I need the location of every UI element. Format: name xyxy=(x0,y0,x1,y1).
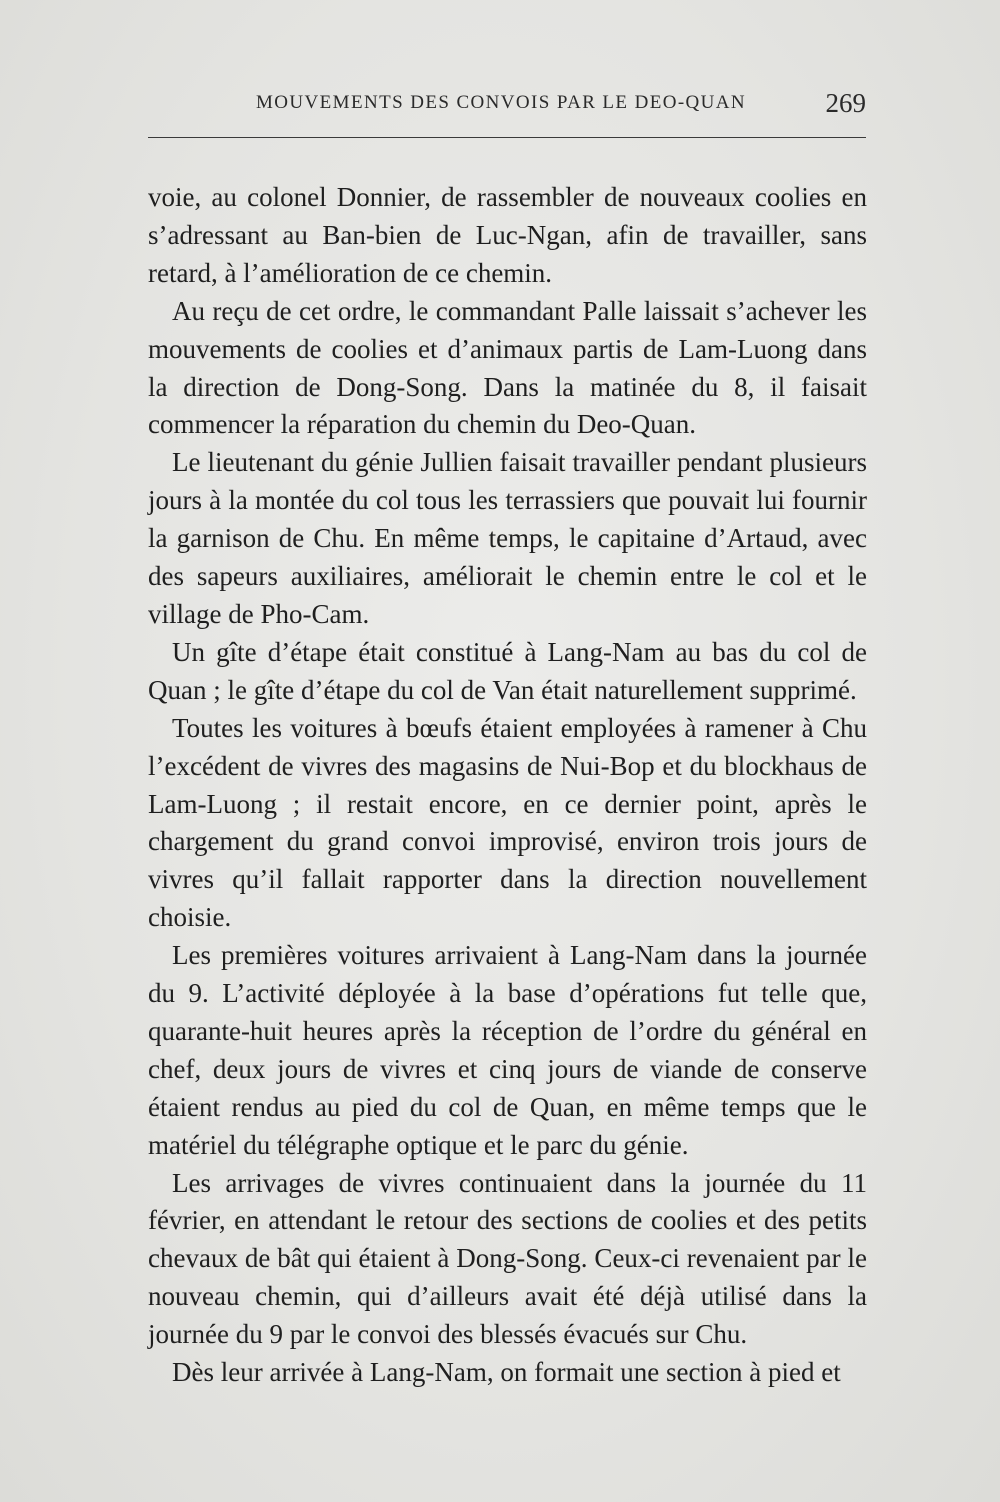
paragraph: Les premières voitures arrivaient à Lang-Nam dans la journée du 9. L’activité déployée à la base d’opérations fut telle que, quarante-huit heures après la réception de l’ordre du général en chef, deux jours de vivres et cinq jours de viande de conserve étaient rendus au pied du col de Quan, en même temps que le matériel du télégraphe optique et le parc du génie. xyxy=(148,940,867,1160)
page-number: 269 xyxy=(825,88,866,118)
header-rule xyxy=(148,137,866,138)
page-header xyxy=(148,88,866,126)
paragraph: Au reçu de cet ordre, le commandant Palle laissait s’achever les mouvements de coolies et d’animaux partis de Lam-Luong dans la direction de Dong-Song. Dans la matinée du 8, il faisait commencer la réparation du chemin du Deo-Quan. xyxy=(148,295,867,440)
paragraph: Toutes les voitures à bœufs étaient employées à ramener à Chu l’excédent de vivres des magasins de Nui-Bop et du blockhaus de Lam-Luong ; il restait encore, en ce dernier point, après le chargement du grand convoi improvisé, environ trois jours de vivres qu’il fallait rapporter dans la direction nouvellement choisie. xyxy=(148,712,867,933)
paragraph-continued: voie, au colonel Donnier, de rassembler de nouveaux coolies en s’adressant au Ban-bien de Luc-Ngan, afin de travailler, sans retard, à l’amélioration de ce chemin. xyxy=(148,182,867,288)
body-text xyxy=(148,179,867,1392)
paragraph: Un gîte d’étape était constitué à Lang-Nam au bas du col de Quan ; le gîte d’étape du col de Van était naturellement supprimé. xyxy=(148,636,867,705)
running-title: MOUVEMENTS DES CONVOIS PAR LE DEO-QUAN xyxy=(256,92,747,113)
paragraph: Dès leur arrivée à Lang-Nam, on formait une section à pied et xyxy=(172,1357,841,1388)
paragraph: Les arrivages de vivres continuaient dans la journée du 11 février, en attendant le retour des sections de coolies et des petits chevaux de bât qui étaient à Dong-Song. Ceux-ci revenaient par le nouveau chemin, qui d’ailleurs avait été déjà utilisé dans la journée du 9 par le convoi des blessés évacués sur Chu. xyxy=(148,1167,867,1350)
paragraph: Le lieutenant du génie Jullien faisait travailler pendant plusieurs jours à la montée du col tous les terrassiers que pouvait lui fournir la garnison de Chu. En même temps, le capitaine d’Artaud, avec des sapeurs auxiliaires, améliorait le chemin entre le col et le village de Pho-Cam. xyxy=(148,447,867,629)
